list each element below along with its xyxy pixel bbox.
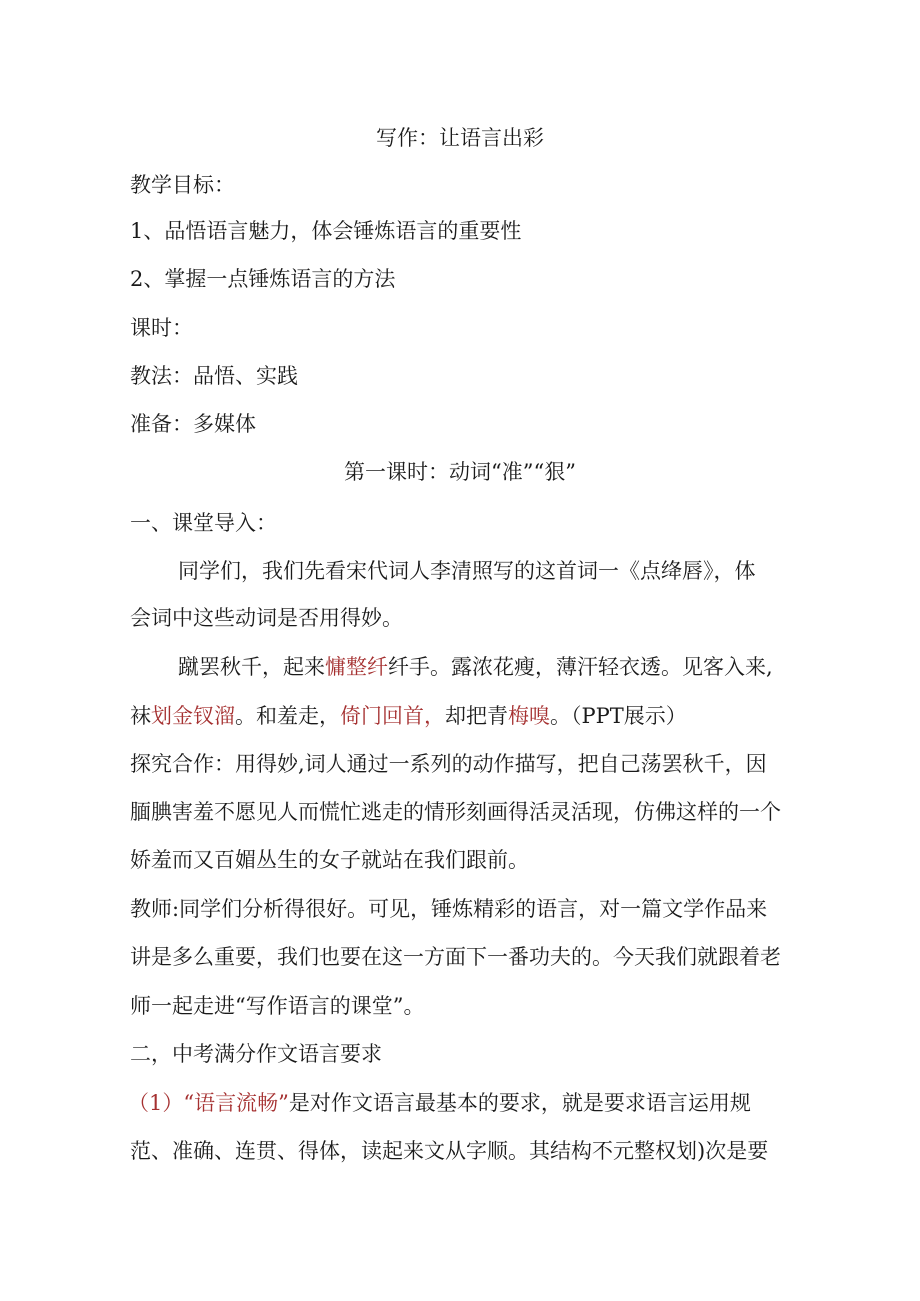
intro-line-1: 同学们，我们先看宋代词人李清照写的这首词一《点绛唇》，体: [178, 559, 756, 583]
intro-line-2: 会词中这些动词是否用得妙。: [130, 606, 403, 630]
poem-text: 。（PPT展示）: [550, 704, 687, 728]
teacher-line-3: 师一起走进“写作语言的课堂”。: [130, 994, 425, 1018]
poem-text: 袜: [130, 704, 151, 728]
explore-line-3: 娇羞而又百媚丛生的女子就站在我们跟前。: [130, 848, 529, 872]
poem-text: 却把青: [445, 704, 508, 728]
goal-2: 2、掌握一点锤炼语言的方法: [130, 267, 396, 291]
explore-line-2: 腼腆害羞不愿见人而慌忙逃走的情形刻画得活灵活现，仿佛这样的一个: [130, 800, 781, 824]
lesson-title: 第一课时：动词“准”“狠”: [344, 460, 576, 484]
poem-line-2: [130, 701, 687, 731]
poem-text: 。和羞走，: [235, 704, 340, 728]
section-1-heading: 一、课堂导入：: [130, 511, 277, 535]
poem-text: 纤手。露浓花瘦，薄汗轻衣透。见客入来,: [388, 655, 773, 679]
teacher-line-2: 讲是多么重要，我们也要在这一方面下一番功夫的。今天我们就跟着老: [130, 945, 781, 969]
section-2-heading: 二，中考满分作文语言要求: [130, 1042, 382, 1066]
requirement-line-1: [128, 1088, 751, 1118]
requirement-line-2: 范、准确、连贯、得体，读起来文从字顺。其结构不元整权划)次是要: [130, 1139, 769, 1163]
teaching-method: 教法：品悟、实践: [130, 364, 298, 388]
poem-line-1: [178, 652, 773, 682]
goals-heading: 教学目标：: [130, 173, 235, 197]
explore-line-1: 探究合作：用得妙,词人通过一系列的动作描写，把自己荡罢秋千，因: [130, 752, 767, 776]
poem-text: 蹴罢秋千，起来: [178, 655, 325, 679]
poem-highlight: 慵整纤: [325, 655, 388, 679]
poem-highlight: 梅嗅: [508, 704, 550, 728]
teacher-line-1: 教师:同学们分析得很好。可见，锤炼精彩的语言，对一篇文学作品来: [130, 897, 768, 921]
requirement-highlight: （1）“语言流畅”: [128, 1091, 289, 1115]
poem-highlight: 倚门回首，: [340, 704, 445, 728]
hours-label: 课时：: [130, 316, 193, 340]
document-title: 写作：让语言出彩: [376, 126, 544, 150]
goal-1: 1、品悟语言魅力，体会锤炼语言的重要性: [130, 219, 522, 243]
requirement-text: 是对作文语言最基本的要求，就是要求语言运用规: [288, 1091, 751, 1115]
poem-highlight: 划金钗溜: [151, 704, 235, 728]
preparation: 准备：多媒体: [130, 412, 256, 436]
